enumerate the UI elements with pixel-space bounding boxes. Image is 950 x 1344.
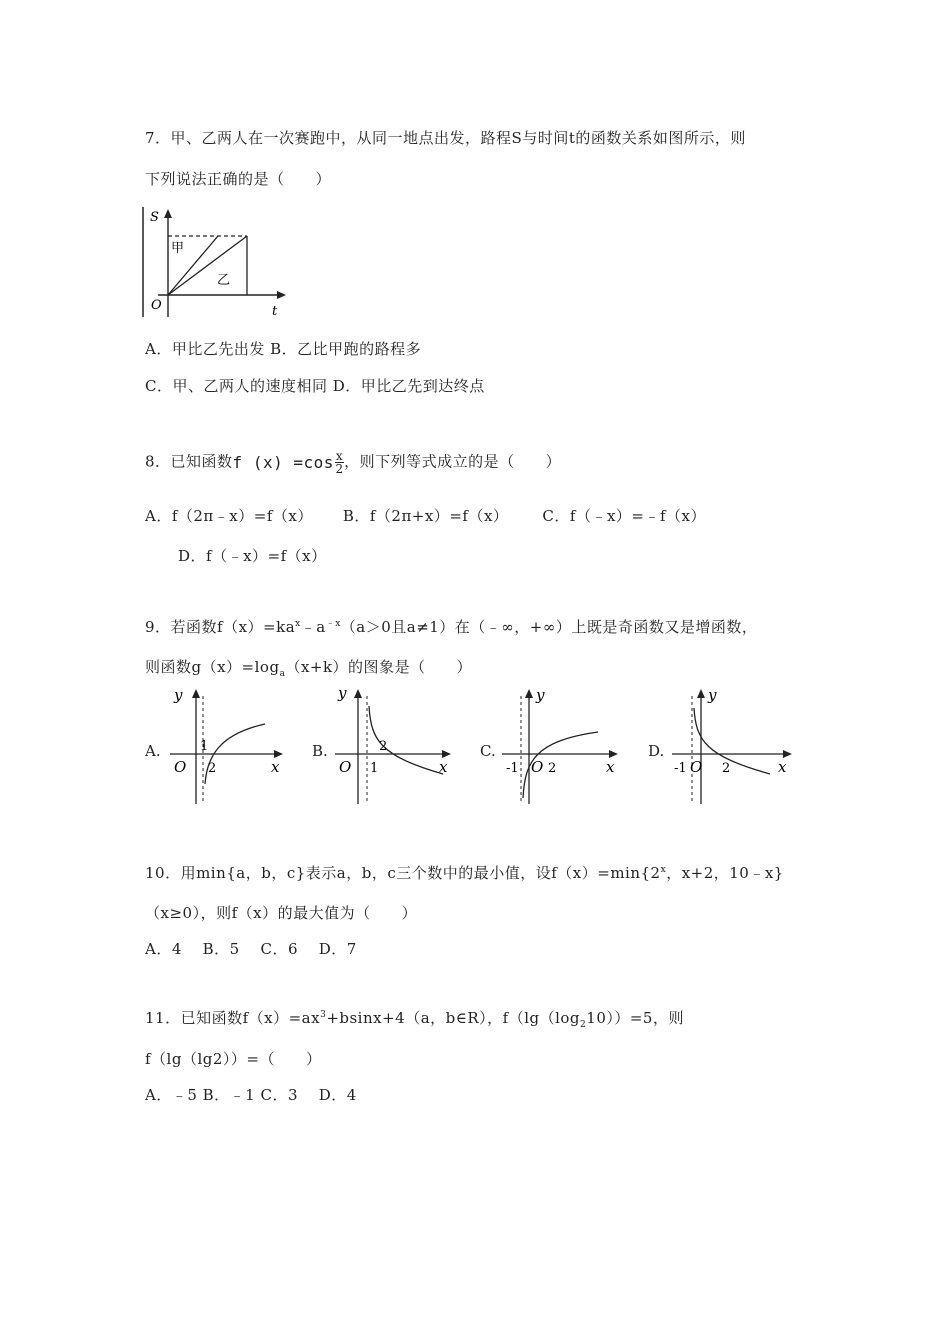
q9-l1-a: 9．若函数f（x）=ka: [145, 618, 296, 636]
q8-options-row: [145, 505, 706, 526]
q9-option-b-letter: B.: [312, 742, 328, 760]
q8-suffix: ，则下列等式成立的是（ ）: [344, 452, 562, 471]
q9-option-d-letter: D.: [648, 742, 665, 760]
q7-t-label: t: [272, 304, 278, 319]
q9-l1-b: ﹣a: [300, 618, 326, 636]
q9-b-y-label: y: [338, 686, 347, 702]
q7-stem-line2: 下列说法正确的是（ ）: [145, 170, 332, 188]
q9-stem-line2: [145, 656, 472, 679]
q10-l1-a: 10．用min{a，b，c}表示a，b，c三个数中的最小值，设f（x）=min{2: [145, 864, 661, 882]
q9-option-d-graph: [670, 686, 795, 806]
q9-option-a-letter: A.: [145, 742, 161, 760]
q9-d-num2: 2: [722, 761, 731, 776]
q7-options-line1: A．甲比乙先出发 B．乙比甲跑的路程多: [145, 340, 422, 358]
q8-option-a: A．f（2π﹣x）=f（x）: [145, 507, 313, 525]
q9-b-x-label: x: [439, 758, 448, 776]
q9-option-c-letter: C.: [480, 742, 496, 760]
q11-l1-c: 10））=5，则: [586, 1009, 684, 1027]
q9-a-num2: 2: [208, 761, 217, 776]
q8-prefix: 8．已知函数: [145, 452, 233, 471]
q9-d-x-label: x: [778, 758, 787, 776]
q9-c-x-label: x: [606, 758, 615, 776]
q10-options: A．4 B．5 C．6 D．7: [145, 940, 357, 958]
q7-stem-line1: 7．甲、乙两人在一次赛跑中，从同一地点出发，路程S与时间t的函数关系如图所示，则: [145, 129, 746, 147]
q9-a-y-label: y: [174, 686, 183, 704]
q9-option-c-graph: [500, 686, 620, 806]
q8-fraction: [335, 450, 344, 475]
q9-b-o-label: O: [339, 758, 352, 776]
q9-a-num1: 1: [200, 739, 209, 754]
q8-formula: f (x) =cos: [232, 453, 334, 472]
q7-o-label: O: [151, 298, 162, 313]
q8-stem: [145, 450, 561, 475]
q8-option-b: B．f（2π+x）=f（x）: [342, 507, 509, 525]
q11-l1-b: +bsinx+4（a，b∈R），f（lg（log: [326, 1009, 581, 1027]
q8-option-d: D．f（﹣x）=f（x）: [178, 547, 327, 565]
q9-c-num2: 2: [548, 761, 557, 776]
q9-d-o-label: O: [690, 758, 703, 776]
q7-yi-label: 乙: [217, 273, 231, 288]
q9-b-num1: 1: [370, 761, 379, 776]
q9-d-num1: -1: [674, 761, 687, 776]
q9-a-o-label: O: [174, 758, 187, 776]
q10-stem-line1: [145, 862, 784, 883]
q9-l1-sup2: ﹣x: [325, 619, 341, 629]
q9-b-num2: 2: [379, 739, 388, 754]
q8-frac-num: x: [335, 449, 344, 463]
q8-frac-den: 2: [335, 462, 344, 476]
q11-l1-a: 11．已知函数f（x）=ax: [145, 1009, 321, 1027]
q11-options: A．﹣5 B．﹣1 C．3 D．4: [145, 1086, 357, 1104]
q8-option-c: C．f（﹣x）=﹣f（x）: [542, 507, 706, 525]
q11-stem-line1: [145, 1007, 684, 1030]
q10-l1-sup: x: [660, 865, 667, 875]
q9-option-b-graph: [333, 686, 453, 806]
q7-graph: [140, 205, 290, 320]
q9-l2-sub: a: [279, 669, 286, 679]
q9-c-y-label: y: [536, 686, 545, 704]
q11-stem-line2: f（lg（lg2））=（ ）: [145, 1050, 322, 1068]
q7-options-line2: C．甲、乙两人的速度相同 D．甲比乙先到达终点: [145, 377, 485, 395]
q7-s-label: S: [150, 210, 159, 225]
q9-a-x-label: x: [271, 758, 280, 776]
q10-stem-line2: （x≥0），则f（x）的最大值为（ ）: [145, 904, 418, 922]
q7-jia-label: 甲: [171, 241, 185, 256]
q9-c-o-label: O: [531, 758, 544, 776]
q9-stem-line1: [145, 616, 757, 637]
q11-l1-sub: 2: [580, 1020, 587, 1030]
q9-c-num1: -1: [506, 761, 519, 776]
q9-l1-sup1: x: [295, 619, 301, 629]
q11-l1-sup: 3: [320, 1010, 327, 1020]
q9-d-y-label: y: [708, 686, 717, 704]
q10-l1-b: ，x+2，10﹣x}: [666, 864, 784, 882]
q9-option-a-graph: [165, 686, 285, 806]
q9-l2-a: 则函数g（x）=log: [145, 658, 280, 676]
q9-l1-c: （a＞0且a≠1）在（﹣∞，+∞）上既是奇函数又是增函数，: [340, 618, 758, 636]
q9-l2-b: （x+k）的图象是（ ）: [285, 658, 473, 676]
